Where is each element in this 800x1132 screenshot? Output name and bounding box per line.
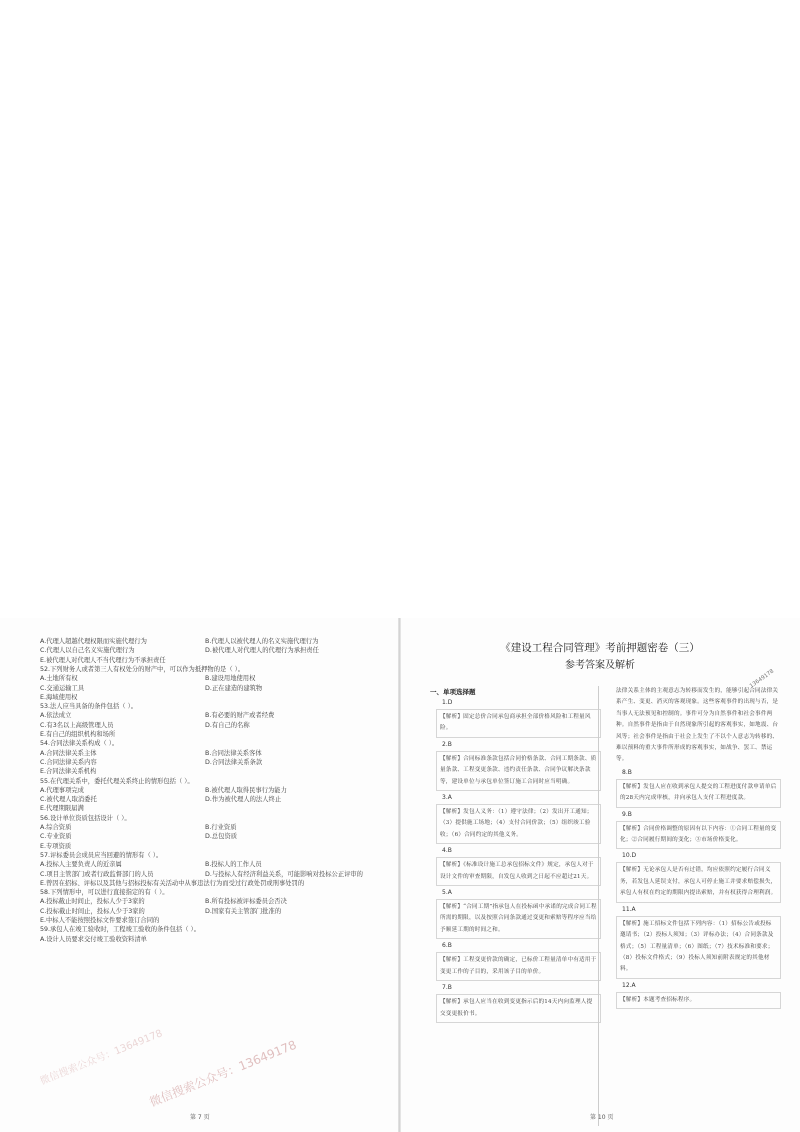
- left-page: [0, 618, 400, 1132]
- question-line: B.投标人的工作人员: [205, 861, 262, 869]
- question-line: B.被代理人取得民事行为能力: [205, 786, 287, 794]
- corner-stamp: 13649178: [748, 668, 776, 690]
- page-number: 第 7 页: [190, 1114, 210, 1121]
- page-subtitle: 参考答案及解析: [565, 660, 635, 671]
- question-line: E.合同法律关系机构: [40, 768, 97, 776]
- watermark-faint: 微信搜索公众号：13649178: [38, 1028, 165, 1088]
- question-line: C.专业资质: [40, 833, 72, 841]
- question-line: C.项目主管部门或者行政监督部门的人员: [40, 870, 154, 878]
- answer-number: 7.B: [442, 984, 452, 992]
- question-line: C.合同法律关系内容: [40, 758, 97, 766]
- answer-number: 5.A: [442, 889, 452, 897]
- page-number: 第 10 页: [590, 1114, 614, 1121]
- column-divider: [598, 686, 599, 1126]
- section-heading: 一、单项选择题: [430, 688, 476, 696]
- answer-explanation: 【解析】施工招标文件包括下列内容：（1）招标公告或投标邀请书；（2）投标人须知；（3）评标办法；（4）合同条款及格式；（5）工程量清单；（6）图纸；（7）技术标准和要求；（8）投标文件格式；（9）投标人须知前附表规定的其他材料。: [616, 916, 781, 979]
- question-line: 56.设计单位资质包括设计（ ）。: [40, 814, 131, 822]
- answer-number: 8.B: [622, 768, 632, 776]
- question-line: A.土地所有权: [40, 675, 78, 683]
- question-line: B.建设用地使用权: [205, 675, 256, 683]
- question-line: D.总包资质: [205, 833, 238, 841]
- question-line: D.合同法律关系条款: [205, 758, 263, 766]
- question-line: A.投标人主要负责人的近亲属: [40, 861, 122, 869]
- question-line: A.投标截止时间止，投标人少于3家的: [40, 898, 145, 906]
- question-line: B.有必要的财产或者经费: [205, 712, 275, 720]
- question-line: A.代理人超越代理权限而实施代理行为: [40, 638, 147, 645]
- question-line: A.合同法律关系主体: [40, 749, 97, 757]
- answer-number: 6.B: [442, 942, 452, 950]
- answer-explanation: 【解析】发包人义务：（1）遵守法律；（2）发出开工通知；（3）提供施工场地；（4）支付合同价款；（5）组织竣工验收；（6）合同约定的其他义务。: [436, 804, 601, 844]
- answer-explanation: 【解析】合同标准条款包括合同价格条款、合同工期条款、质量条款、工程变更条款、违约责任条款、合同争议解决条款等，建设单位与承包单位签订施工合同时应当明确。: [436, 751, 601, 791]
- answers-column-2: [616, 686, 781, 1116]
- question-line: E.海域使用权: [40, 693, 78, 701]
- answer-number: 3.A: [442, 794, 452, 802]
- question-line: 59.承包人在竣工验收时，工程竣工验收的条件包括（ ）。: [40, 926, 200, 934]
- question-line: E.曾因在招标、评标以及其他与招标投标有关活动中从事违法行为而受过行政处罚或刑事处罚的: [40, 879, 305, 887]
- answer-explanation: 【解析】固定总价合同承包商承担全部价格风险和工程量风险。: [436, 709, 601, 738]
- scanned-spread: [0, 618, 800, 1132]
- answer-explanation: 【解析】《标准设计施工总承包招标文件》规定，承包人对于设计文件的审查期限，自发包人收到之日起不应超过21天。: [436, 857, 601, 886]
- question-line: D.正在建造的建筑物: [205, 684, 263, 692]
- question-line: 55.在代理关系中，委托代理关系终止的情形包括（ ）。: [40, 777, 194, 785]
- question-line: B.行业资质: [205, 824, 237, 831]
- answer-explanation: 【解析】发包人应在收到承包人提交的工程进度付款申请单后的28天内完成审核，并向承包人支付工程进度款。: [616, 779, 781, 808]
- answer-explanation: 【解析】本题考查招标程序。: [616, 992, 781, 1009]
- question-line: D.有自己的名称: [205, 721, 250, 729]
- question-line: 52.下列财务人或者第三人有权处分的财产中，可以作为抵押物的是（ ）。: [40, 665, 245, 673]
- answer-explanation: 【解析】承包人应当在收到变更指示后的14天内向监理人提交变更报价书。: [436, 994, 601, 1023]
- question-line: B.所有投标被评标委员会否决: [205, 898, 287, 906]
- question-line: 58.下列情形中，可以进行直接指定的有（ ）。: [40, 889, 169, 897]
- question-line: D.作为被代理人的法人终止: [205, 796, 282, 804]
- answer-number: 10.D: [622, 852, 637, 860]
- question-line: A.依法成立: [40, 712, 72, 720]
- question-line: 53.法人应当具备的条件包括（ ）。: [40, 703, 138, 711]
- answer-number: 1.D: [442, 699, 453, 706]
- answer-explanation: 【解析】“合同工期”指承包人在投标函中承诺的完成合同工程所需的期限，以及按照合同条款通过变更和索赔等程序应当给予顺延工期的时间之和。: [436, 899, 601, 939]
- question-line: D.国家有关主管部门批准的: [205, 907, 282, 915]
- question-line: A.代理事项完成: [40, 786, 84, 794]
- question-line: B.代理人以被代理人的名义实施代理行为: [205, 638, 319, 645]
- question-line: E.代理期限届满: [40, 805, 84, 813]
- answer-explanation: 【解析】合同价格调整的原因有以下内容：①合同工程量的变化；②合同履行期间的变化；③市场价格变化。: [616, 821, 781, 850]
- question-line: E.被代理人对代理人不当代理行为不承担责任: [40, 656, 166, 664]
- question-line: C.有3名以上高级管理人员: [40, 721, 114, 729]
- answer-number: 12.A: [622, 981, 636, 989]
- watermark: 微信搜索公众号：13649178: [147, 1037, 299, 1110]
- question-line: E.有自己的组织机构和场所: [40, 731, 116, 738]
- page-title: 《建设工程合同管理》考前押题密卷（三）: [500, 642, 700, 654]
- question-line: C.投标截止时间止，投标人少于3家的: [40, 907, 145, 915]
- answer-number: 4.B: [442, 847, 452, 855]
- question-line: E.中标人不能按照投标文件要求签订合同的: [40, 917, 160, 924]
- question-line: B.合同法律关系客体: [205, 749, 262, 757]
- question-line: D.被代理人对代理人的代理行为承担责任: [205, 647, 319, 655]
- answer-number: 2.B: [442, 740, 452, 748]
- question-line: A.综合资质: [40, 824, 72, 831]
- question-line: C.交通运输工具: [40, 684, 85, 692]
- answer-number: 11.A: [622, 905, 636, 913]
- question-line: C.被代理人取消委托: [40, 796, 97, 804]
- question-line: D.与投标人有经济利益关系，可能影响对投标公正评审的: [205, 870, 363, 878]
- question-line: E.专项资质: [40, 842, 72, 850]
- answer-explanation: 【解析】无论承包人是否有过错，均应依照约定履行合同义务，若发包人延误支付，承包人可停止施工并要求赔偿损失，承包人有权在约定的期限内提出索赔，并有权获得合理利润。: [616, 862, 781, 902]
- answers-column-1: [436, 696, 601, 1126]
- question-line: 54.合同法律关系构成（ ）。: [40, 740, 119, 748]
- question-line: 57.评标委员会成员应当回避的情形有（ ）。: [40, 851, 163, 859]
- answer-number: 9.B: [622, 810, 632, 818]
- right-page: [400, 618, 800, 1132]
- question-line: A.设计人员要求交付竣工验收资料清单: [40, 935, 147, 943]
- answer-explanation: 法律关系主体的主观意志为转移而发生的，能够引起合同法律关系产生、变更、消灭的客观现象。这些客观事件的出现与否，是当事人无法预见和控制的。事件可分为自然事件和社会事件两种。自然事件是指由于自然现象所引起的客观事实，如地震、台风等；社会事件是指由于社会上发生了不以个人意志为转移的、难以预料的重大事件所形成的客观事实，如战争、罢工、禁运等。: [616, 688, 779, 763]
- answer-explanation: 【解析】工程变更价款的确定，已标价工程量清单中有适用于变更工作的子目的，采用该子目的单价。: [436, 952, 601, 981]
- question-line: C.代理人以自己名义实施代理行为: [40, 647, 135, 655]
